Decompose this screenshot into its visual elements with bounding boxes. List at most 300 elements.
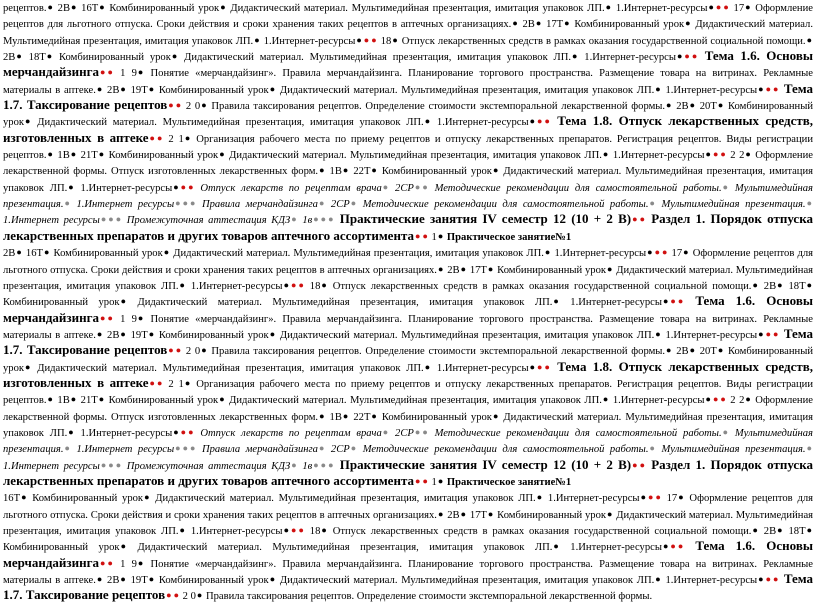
paragraph — [3, 245, 813, 490]
red-bullet-icon: ● — [537, 361, 543, 372]
bullet-icon: ● — [184, 377, 191, 388]
text-run: 1.Интернет-ресурсы — [559, 542, 662, 554]
red-bullet-icon: ● — [156, 132, 163, 143]
bullet-icon: ● — [752, 279, 758, 290]
section-heading: Раздел 1. Порядок отпуска лекарственных препаратов и других товаров аптечного ассортимента — [3, 211, 814, 243]
gray-bullet-icon: ● — [318, 443, 325, 454]
gray-bullet-icon: ● — [190, 443, 196, 454]
text-run: Комбинированный урок — [27, 493, 144, 505]
text-run: Дидактический материал. Мультимедийная презентация, имитация упаковок ЛП. — [150, 493, 536, 505]
text-run: Комбинированный урок — [570, 19, 685, 31]
bullet-icon: ● — [544, 247, 551, 258]
red-bullet-icon: ● — [632, 459, 638, 470]
text-run: 2 0 — [182, 101, 201, 113]
text-run: Дидактический материал. Мультимедийная презентация, имитация упаковок ЛП. — [178, 52, 572, 64]
text-run: 1.Интернет-ресурсы — [661, 84, 758, 96]
bullet-icon: ● — [777, 279, 783, 290]
text-run: 1 9 — [113, 68, 137, 80]
bullet-icon: ● — [71, 2, 77, 12]
italic-note: 2СР — [325, 199, 350, 211]
bullet-icon: ● — [47, 394, 53, 405]
bullet-icon: ● — [602, 149, 609, 160]
bullet-icon: ● — [437, 475, 444, 486]
gray-bullet-icon: ● — [414, 426, 421, 437]
text-run: 2 1 — [163, 378, 184, 390]
text-run: 18 — [304, 526, 321, 537]
section-heading: Раздел 1. Порядок отпуска лекарственных препаратов и других товаров аптечного ассортимента — [3, 456, 814, 488]
text-run: Отпуск лекарственных средств в рамках оказания государственной социальной помощи. — [327, 280, 752, 292]
italic-note: Мультимедийная презентация. — [3, 182, 813, 211]
text-run: 22Т — [349, 166, 371, 178]
italic-note: Промежуточная аттестация КДЗ — [122, 460, 291, 472]
text-run: 1В — [53, 150, 70, 162]
bullet-icon: ● — [745, 394, 751, 405]
text-run: 20Т — [696, 101, 717, 113]
text-run: 18Т — [783, 526, 806, 537]
bullet-icon: ● — [46, 51, 53, 62]
red-bullet-icon: ● — [632, 214, 638, 225]
red-bullet-icon: ● — [662, 247, 668, 258]
bullet-icon: ● — [655, 574, 661, 585]
text-run: 17 — [668, 248, 683, 260]
bullet-icon: ● — [68, 426, 74, 437]
bullet-icon: ● — [137, 67, 144, 78]
bullet-icon: ● — [607, 508, 613, 519]
bullet-icon: ● — [535, 18, 542, 29]
italic-note: Промежуточная аттестация КДЗ — [122, 215, 291, 227]
bullet-icon: ● — [356, 34, 362, 45]
italic-note: Правила мерчандайзинга — [196, 199, 318, 211]
text-run: Оформление лекарственной формы. Отпуск изготовленных лекарственных форм. — [3, 150, 813, 178]
bullet-icon: ● — [319, 410, 325, 421]
text-run: 16Т — [3, 493, 21, 505]
bullet-icon: ● — [16, 247, 22, 258]
bullet-icon: ● — [137, 557, 144, 568]
text-run: 1 — [428, 231, 437, 243]
gray-bullet-icon: ● — [175, 198, 181, 209]
bullet-icon: ● — [705, 394, 711, 405]
red-bullet-icon: ● — [655, 492, 661, 503]
section-heading: Практические занятия IV семестр 12 (10 + 2 В) — [334, 211, 632, 227]
text-run: Комбинированный урок — [50, 248, 163, 260]
red-bullet-icon: ● — [166, 590, 172, 601]
gray-bullet-icon: ● — [320, 214, 327, 225]
text-run: 2В — [444, 264, 460, 276]
gray-bullet-icon: ● — [806, 198, 813, 209]
gray-bullet-icon: ● — [382, 181, 389, 192]
text-run: 1.Интернет-ресурсы — [661, 329, 758, 341]
text-run: Оформление рецептов для льготного отпуска. Сроки действия и сроки хранения таких рецептов в аптечных организациях. — [3, 493, 813, 521]
bullet-icon: ● — [553, 296, 559, 307]
red-bullet-icon: ● — [180, 181, 187, 192]
text-run: 1 9 — [113, 313, 137, 325]
bullet-icon: ● — [120, 541, 126, 552]
red-bullet-icon: ● — [415, 230, 421, 241]
bullet-icon: ● — [572, 51, 578, 62]
bullet-icon: ● — [201, 100, 207, 111]
text-run: Комбинированный урок — [494, 509, 607, 521]
bullet-icon: ● — [460, 508, 467, 519]
bullet-icon: ● — [705, 149, 711, 160]
text-run: 1.Интернет-ресурсы — [578, 52, 676, 64]
italic-note: 1.Интернет ресурсы — [70, 199, 175, 211]
bullet-icon: ● — [689, 100, 696, 111]
bullet-icon: ● — [220, 2, 226, 12]
text-run: 19Т — [126, 329, 148, 341]
bullet-icon: ● — [25, 116, 31, 127]
bullet-icon: ● — [758, 328, 764, 339]
bullet-icon: ● — [676, 51, 683, 62]
section-heading: Тема 1.7. Таксирование рецептов — [3, 325, 814, 358]
bullet-icon: ● — [683, 247, 689, 258]
bullet-icon: ● — [745, 149, 751, 160]
text-run: 1.Интернет-ресурсы — [612, 3, 708, 14]
italic-note: Методические рекомендации для самостоятельной работы. — [428, 427, 722, 439]
bullet-icon: ● — [98, 394, 105, 405]
italic-note: 2СР — [325, 444, 350, 456]
text-run: Комбинированный урок — [53, 52, 171, 64]
bullet-icon: ● — [219, 394, 225, 405]
red-bullet-icon: ● — [691, 51, 698, 62]
bullet-icon: ● — [806, 279, 813, 290]
text-run: 1.Интернет-ресурсы — [260, 35, 356, 47]
text-run: 1.Интернет-ресурсы — [661, 575, 758, 587]
gray-bullet-icon: ● — [649, 443, 655, 454]
gray-bullet-icon: ● — [108, 459, 114, 470]
red-bullet-icon: ● — [684, 51, 690, 62]
text-run: 1 — [428, 476, 437, 488]
section-heading: Тема 1.6. Основы мерчандайзинга — [3, 293, 813, 325]
red-bullet-icon: ● — [670, 541, 676, 552]
bullet-icon: ● — [283, 525, 289, 535]
bullet-icon: ● — [371, 410, 377, 421]
gray-bullet-icon: ● — [414, 181, 421, 192]
text-run: Дидактический материал. Мультимедийная презентация, имитация упаковок ЛП. — [170, 248, 544, 260]
text-run: 16Т — [22, 248, 43, 260]
gray-bullet-icon: ● — [318, 198, 325, 209]
bullet-icon: ● — [607, 263, 613, 274]
bullet-icon: ● — [678, 492, 684, 503]
text-run: 18Т — [22, 52, 46, 64]
bullet-icon: ● — [640, 492, 646, 503]
text-run: 2В — [672, 101, 689, 113]
red-bullet-icon: ● — [371, 34, 377, 45]
red-bullet-icon: ● — [537, 116, 543, 127]
text-run: Понятие «мерчандайзинг». Правила мерчандайзинга. Планирование торгового пространства. Размещение товара на витринах. Рекламные материалы в аптеке. — [3, 313, 814, 341]
gray-bullet-icon: ● — [182, 198, 189, 209]
text-run: Отпуск лекарственных средств в рамках оказания государственной социальной помощи. — [327, 526, 752, 537]
bullet-icon: ● — [144, 492, 150, 503]
gray-bullet-icon: ● — [350, 198, 357, 209]
bullet-icon: ● — [68, 181, 74, 192]
text-run: 1.Интернет-ресурсы — [543, 493, 640, 505]
bullet-icon: ● — [179, 525, 185, 535]
red-bullet-icon: ● — [415, 475, 421, 486]
text-run: Дидактический материал. Мультимедийная презентация, имитация упаковок ЛП. — [225, 395, 602, 407]
gray-bullet-icon: ● — [115, 214, 122, 225]
bullet-icon: ● — [758, 83, 764, 94]
red-bullet-icon: ● — [773, 328, 779, 339]
italic-note: 2СР — [389, 427, 414, 439]
red-bullet-icon: ● — [720, 149, 726, 160]
red-bullet-icon: ● — [773, 83, 779, 94]
bullet-icon: ● — [752, 525, 758, 535]
gray-bullet-icon: ● — [313, 459, 319, 470]
red-bullet-icon: ● — [149, 377, 155, 388]
text-run: Комбинированный урок — [3, 346, 813, 374]
text-run: Комбинированный урок — [105, 150, 219, 162]
red-bullet-icon: ● — [670, 296, 676, 307]
red-bullet-icon: ● — [712, 394, 719, 405]
text-run: 1В — [53, 395, 70, 407]
red-bullet-icon: ● — [765, 83, 772, 94]
red-bullet-icon: ● — [175, 100, 182, 111]
text-run: 2В — [758, 280, 777, 292]
text-run: 1 9 — [113, 558, 137, 570]
red-bullet-icon: ● — [715, 2, 722, 12]
bullet-icon: ● — [437, 508, 444, 519]
bullet-icon: ● — [666, 345, 672, 356]
text-run: 1В — [325, 166, 342, 178]
red-bullet-icon: ● — [107, 67, 113, 78]
red-bullet-icon: ● — [544, 116, 550, 127]
bullet-icon: ● — [662, 296, 669, 307]
bullet-icon: ● — [424, 361, 431, 372]
text-run: 19Т — [126, 575, 148, 587]
text-run: Правила таксирования рецептов. Определение стоимости экстемпоральной лекарственной формы. — [203, 591, 653, 603]
text-run: Дидактический материал. Мультимедийная презентация, имитация упаковок ЛП. — [225, 150, 602, 162]
text-run: Дидактический материал. Мультимедийная презентация, имитация упаковок ЛП. — [127, 297, 553, 309]
red-bullet-icon: ● — [149, 132, 155, 143]
bullet-icon: ● — [137, 312, 144, 323]
bullet-icon: ● — [184, 132, 191, 143]
text-run: Комбинированный урок — [105, 3, 220, 14]
red-bullet-icon: ● — [544, 361, 550, 372]
gray-bullet-icon: ● — [806, 443, 813, 454]
section-heading: Тема 1.6. Основы мерчандайзинга — [3, 48, 814, 80]
red-bullet-icon: ● — [180, 426, 187, 437]
bullet-icon: ● — [529, 361, 535, 372]
text-run: 2В — [103, 329, 120, 341]
text-run: 2В — [3, 52, 16, 64]
text-run: Комбинированный урок — [3, 542, 120, 554]
bullet-icon: ● — [717, 100, 724, 111]
text-run: Дидактический материал. Мультимедийная презентация, имитация упаковок ЛП. — [3, 411, 814, 439]
bullet-icon: ● — [564, 18, 570, 29]
bullet-icon: ● — [437, 230, 444, 241]
text-run: Дидактический материал. Мультимедийная презентация, имитация упаковок ЛП. — [276, 329, 655, 341]
section-heading: Тема 1.6. Основы мерчандайзинга — [3, 538, 813, 570]
bullet-icon: ● — [269, 328, 276, 339]
bullet-icon: ● — [99, 2, 105, 12]
bullet-icon: ● — [148, 328, 155, 339]
bullet-icon: ● — [70, 394, 77, 405]
bullet-icon: ● — [777, 525, 783, 535]
italic-note: Методические рекомендации для самостоятельной работы. — [428, 182, 722, 194]
gray-bullet-icon: ● — [649, 198, 655, 209]
bullet-icon: ● — [148, 83, 155, 94]
bullet-icon: ● — [120, 574, 126, 585]
bullet-icon: ● — [16, 51, 22, 62]
bullet-icon: ● — [806, 525, 813, 535]
text-run: 22Т — [349, 411, 371, 423]
text-run: 1.Интернет-ресурсы — [609, 395, 705, 407]
text-run: 1.Интернет-ресурсы — [609, 150, 705, 162]
italic-note: Мультимедийная презентация. — [655, 444, 806, 456]
paragraph — [3, 490, 813, 604]
text-run: Оформление лекарственной формы. Отпуск изготовленных лекарственных форм. — [3, 395, 813, 423]
red-bullet-icon: ● — [639, 214, 645, 225]
text-run: 2 2 — [726, 395, 745, 407]
text-run: 17 — [729, 3, 745, 14]
gray-bullet-icon: ● — [722, 181, 729, 192]
section-heading: Тема 1.8. Отпуск лекарственных средств, изготовленных в аптеке — [3, 113, 813, 145]
text-run: Отпуск лекарственных средств в рамках оказания государственной социальной помощи. — [398, 35, 806, 47]
gray-bullet-icon: ● — [313, 214, 319, 225]
text-run: Дидактический материал. Мультимедийная презентация, имитация упаковок ЛП. — [31, 117, 424, 129]
red-bullet-icon: ● — [712, 149, 719, 160]
bullet-icon: ● — [98, 149, 105, 160]
bullet-icon: ● — [47, 149, 53, 160]
red-bullet-icon: ● — [677, 296, 684, 307]
text-run: 1.Интернет-ресурсы — [431, 362, 529, 374]
bullet-icon: ● — [321, 525, 327, 535]
text-run: Дидактический материал. Мультимедийная презентация, имитация упаковок ЛП. — [3, 19, 813, 47]
bullet-icon: ● — [553, 541, 559, 552]
text-run: 1.Интернет-ресурсы — [74, 427, 173, 439]
bullet-icon: ● — [269, 83, 276, 94]
bullet-icon: ● — [163, 247, 170, 258]
text-run: 1.Интернет-ресурсы — [185, 280, 283, 292]
text-run: 17Т — [467, 509, 487, 521]
red-bullet-icon: ● — [107, 557, 113, 568]
section-heading: Тема 1.8. Отпуск лекарственных средств, изготовленных в аптеке — [3, 358, 813, 390]
text-run: 2 0 — [182, 346, 201, 358]
text-run: Дидактический материал. Мультимедийная презентация, имитация упаковок ЛП. — [276, 575, 655, 587]
gray-bullet-icon: ● — [182, 443, 189, 454]
subheading: Практическое занятие№1 — [444, 476, 572, 488]
bullet-icon: ● — [605, 2, 612, 12]
bullet-icon: ● — [120, 296, 126, 307]
text-run: Дидактический материал. Мультимедийная презентация, имитация упаковок ЛП. — [3, 264, 814, 292]
italic-note: Отпуск лекарств по рецептам врача — [194, 182, 382, 194]
gray-bullet-icon: ● — [175, 443, 181, 454]
bullet-icon: ● — [201, 345, 207, 356]
gray-bullet-icon: ● — [328, 459, 334, 470]
text-run: Комбинированный урок — [155, 84, 269, 96]
red-bullet-icon: ● — [100, 67, 106, 78]
bullet-icon: ● — [120, 83, 126, 94]
bullet-icon: ● — [171, 51, 178, 62]
text-run: 17Т — [542, 19, 564, 31]
gray-bullet-icon: ● — [64, 443, 70, 454]
italic-note: 2СР — [389, 182, 414, 194]
red-bullet-icon: ● — [168, 100, 174, 111]
red-bullet-icon: ● — [677, 541, 684, 552]
bullet-icon: ● — [460, 263, 467, 274]
italic-note: Мультимедийная презентация. — [3, 427, 813, 456]
text-run: 1В — [325, 411, 342, 423]
red-bullet-icon: ● — [648, 492, 654, 503]
bullet-icon: ● — [21, 492, 27, 503]
text-run: 18Т — [783, 280, 806, 292]
bullet-icon: ● — [392, 34, 398, 45]
gray-bullet-icon: ● — [422, 181, 428, 192]
bullet-icon: ● — [96, 574, 103, 585]
red-bullet-icon: ● — [291, 279, 297, 290]
gray-bullet-icon: ● — [320, 459, 327, 470]
bullet-icon: ● — [685, 18, 691, 29]
gray-bullet-icon: ● — [64, 198, 70, 209]
text-run: Организация рабочего места по приему рецептов и отпуску лекарственных препаратов. Регистрация рецептов. Виды регистрации рецептов. — [3, 378, 813, 407]
red-bullet-icon: ● — [654, 247, 660, 258]
bullet-icon: ● — [655, 83, 661, 94]
red-bullet-icon: ● — [723, 2, 729, 12]
text-run: 21Т — [77, 150, 98, 162]
text-run: 1.Интернет-ресурсы — [551, 248, 647, 260]
text-run: Организация рабочего места по приему рецептов и отпуску лекарственных препаратов. Регистрация рецептов. Виды регистрации рецептов. — [3, 133, 813, 162]
text-run: Правила таксирования рецептов. Определение стоимости экстемпоральной лекарственной формы. — [207, 346, 666, 358]
text-run: 2В — [103, 84, 120, 96]
red-bullet-icon: ● — [298, 525, 304, 535]
gray-bullet-icon: ● — [350, 443, 357, 454]
bullet-icon: ● — [283, 279, 289, 290]
red-bullet-icon: ● — [720, 394, 726, 405]
bullet-icon: ● — [529, 116, 535, 127]
red-bullet-icon: ● — [291, 525, 297, 535]
gray-bullet-icon: ● — [291, 459, 297, 470]
text-run: Оформление рецептов для льготного отпуска. Сроки действия и сроки хранения таких рецептов в аптечных организациях. — [3, 3, 813, 31]
text-run: Понятие «мерчандайзинг». Правила мерчандайзинга. Планирование торгового пространства. Размещение товара на витринах. Рекламные материалы в аптеке. — [3, 558, 814, 587]
bullet-icon: ● — [25, 361, 31, 372]
section-heading: Практические занятия IV семестр 12 (10 + 2 В) — [334, 456, 632, 472]
text-run: 16Т — [77, 3, 99, 14]
text-run: Комбинированный урок — [155, 329, 269, 341]
text-run: 2В — [518, 19, 535, 31]
text-run: 1.Интернет-ресурсы — [185, 526, 283, 537]
subheading: Практическое занятие№1 — [444, 231, 572, 243]
italic-note: Отпуск лекарств по рецептам врача — [194, 427, 382, 439]
bullet-icon: ● — [666, 100, 672, 111]
red-bullet-icon: ● — [173, 590, 179, 601]
text-run: Дидактический материал. Мультимедийная презентация, имитация упаковок ЛП. — [31, 362, 424, 374]
italic-note: 1в — [297, 460, 313, 472]
gray-bullet-icon: ● — [115, 459, 122, 470]
bullet-icon: ● — [536, 492, 543, 503]
italic-note: 1в — [297, 215, 313, 227]
bullet-icon: ● — [342, 410, 349, 421]
text-run: Оформление рецептов для льготного отпуска. Сроки действия и сроки хранения таких рецептов в аптечных организациях. — [3, 248, 813, 276]
bullet-icon: ● — [321, 279, 327, 290]
bullet-icon: ● — [512, 18, 518, 29]
red-bullet-icon: ● — [363, 34, 370, 45]
bullet-icon: ● — [196, 590, 203, 601]
document-page — [3, 0, 813, 605]
red-bullet-icon: ● — [422, 230, 428, 241]
text-run: 1.Интернет-ресурсы — [74, 182, 173, 194]
red-bullet-icon: ● — [639, 459, 645, 470]
bullet-icon: ● — [148, 574, 155, 585]
bullet-icon: ● — [179, 279, 185, 290]
text-run: Правила таксирования рецептов. Определение стоимости экстемпоральной лекарственной формы. — [207, 101, 666, 113]
text-run: 17Т — [467, 264, 487, 276]
text-run: Дидактический материал. Мультимедийная презентация, имитация упаковок ЛП. — [226, 3, 605, 14]
bullet-icon: ● — [655, 328, 661, 339]
red-bullet-icon: ● — [168, 345, 174, 356]
text-run: Комбинированный урок — [155, 575, 269, 587]
text-run: Дидактический материал. Мультимедийная презентация, имитация упаковок ЛП. — [3, 509, 814, 537]
bullet-icon: ● — [662, 541, 669, 552]
